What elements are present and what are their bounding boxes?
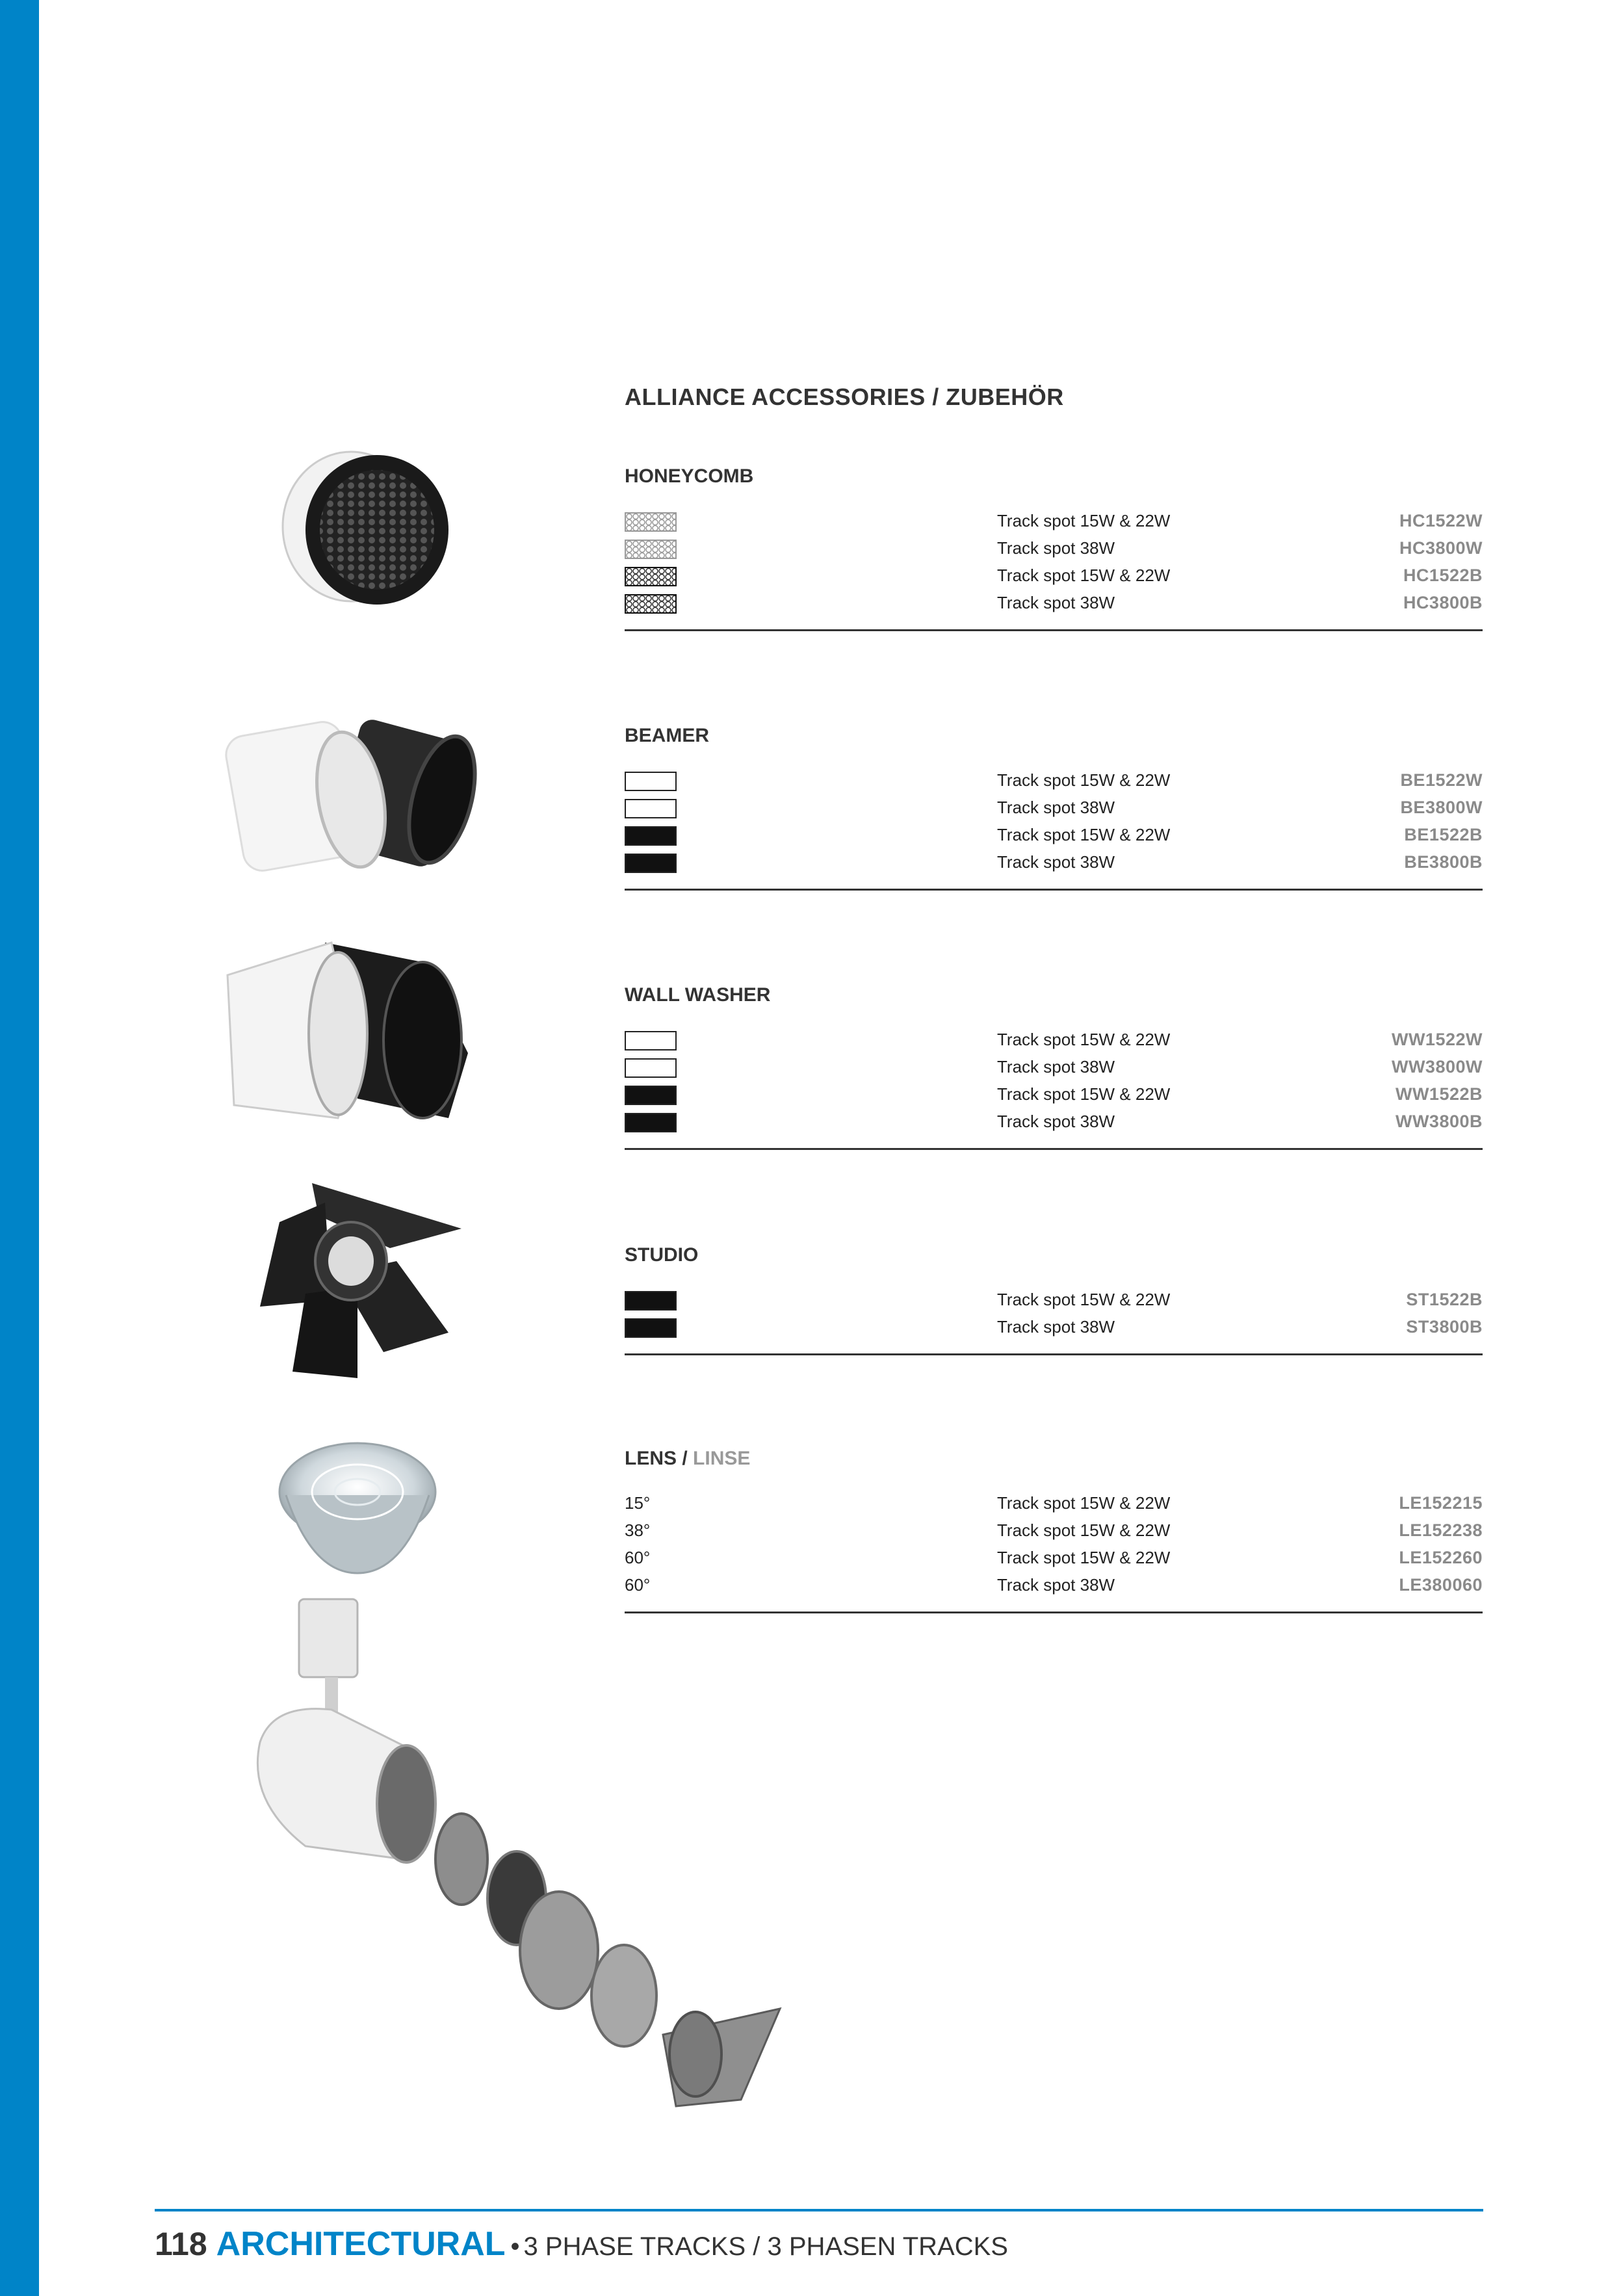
table-row <box>625 1027 1483 1054</box>
section-beamer <box>625 725 1483 891</box>
table-row <box>625 850 1483 877</box>
table-row <box>625 563 1483 590</box>
page-title: ALLIANCE ACCESSORIES / ZUBEHÖR <box>625 384 1064 410</box>
table-row <box>625 768 1483 795</box>
product-code: ST3800B <box>1406 1317 1483 1337</box>
row-description: Track spot 15W & 22W <box>997 1548 1171 1567</box>
table-row <box>625 590 1483 618</box>
product-code: WW3800W <box>1391 1057 1483 1076</box>
product-code: BE3800B <box>1404 852 1483 872</box>
row-description: Track spot 15W & 22W <box>997 511 1171 530</box>
row-description: Track spot 38W <box>997 1317 1115 1337</box>
table-row <box>625 1491 1483 1518</box>
lens-title: LENS <box>625 1448 677 1469</box>
honeycomb-black-swatch <box>625 594 677 614</box>
page-number: 118 <box>155 2226 207 2262</box>
product-code: HC3800W <box>1399 538 1483 558</box>
product-code: HC1522W <box>1399 511 1483 530</box>
table-row <box>625 1109 1483 1136</box>
row-description: Track spot 15W & 22W <box>997 566 1171 585</box>
table-row <box>625 822 1483 850</box>
footer-section-title: ARCHITECTURAL <box>216 2225 506 2263</box>
black-finish-swatch <box>625 1291 677 1311</box>
table-row <box>625 1545 1483 1572</box>
product-code: LE380060 <box>1399 1575 1483 1595</box>
beamer-product-image <box>221 702 494 884</box>
product-code: HC3800B <box>1403 593 1483 612</box>
product-code: WW3800B <box>1395 1112 1483 1131</box>
honeycomb-black-swatch <box>625 567 677 586</box>
table-row <box>625 1054 1483 1082</box>
section-divider <box>625 629 1483 631</box>
section-honeycomb <box>625 465 1483 631</box>
row-description: Track spot 15W & 22W <box>997 1030 1171 1049</box>
row-description: Track spot 15W & 22W <box>997 1493 1171 1513</box>
studio-barn-door-image <box>240 1177 468 1385</box>
product-code: LE152238 <box>1399 1520 1483 1540</box>
white-finish-swatch <box>625 1031 677 1050</box>
product-code: WW1522B <box>1395 1084 1483 1104</box>
product-code: ST1522B <box>1406 1290 1483 1309</box>
footer-bullet: • <box>510 2232 520 2261</box>
section-title: STUDIO <box>625 1244 699 1266</box>
product-code: WW1522W <box>1391 1030 1483 1049</box>
beam-angle: 60° <box>625 1548 651 1567</box>
table-row <box>625 795 1483 822</box>
table-row <box>625 1314 1483 1342</box>
section-studio <box>625 1244 1483 1355</box>
product-code: BE1522W <box>1400 770 1483 790</box>
row-description: Track spot 38W <box>997 1057 1115 1076</box>
footer-divider <box>155 2209 1483 2211</box>
lens-product-image <box>273 1430 442 1580</box>
row-description: Track spot 15W & 22W <box>997 770 1171 790</box>
table-row <box>625 1518 1483 1545</box>
black-finish-swatch <box>625 1318 677 1338</box>
section-title: BEAMER <box>625 725 710 746</box>
page-footer <box>155 2224 1008 2263</box>
beam-angle: 38° <box>625 1520 651 1540</box>
table-row <box>625 508 1483 536</box>
row-description: Track spot 38W <box>997 538 1115 558</box>
row-description: Track spot 38W <box>997 1575 1115 1595</box>
product-code: LE152215 <box>1399 1493 1483 1513</box>
section-title: WALL WASHER <box>625 984 771 1006</box>
product-code: LE152260 <box>1399 1548 1483 1567</box>
section-wall-washer <box>625 984 1483 1150</box>
row-description: Track spot 38W <box>997 798 1115 817</box>
table-row <box>625 1287 1483 1314</box>
honeycomb-product-image <box>273 436 455 611</box>
product-code: BE1522B <box>1404 825 1483 844</box>
black-finish-swatch <box>625 854 677 873</box>
section-title: HONEYCOMB <box>625 465 754 487</box>
black-finish-swatch <box>625 1086 677 1105</box>
wall-washer-product-image <box>208 923 481 1131</box>
table-row <box>625 1082 1483 1109</box>
row-description: Track spot 38W <box>997 1112 1115 1131</box>
row-description: Track spot 15W & 22W <box>997 1084 1171 1104</box>
section-title <box>625 1448 1483 1476</box>
table-row <box>625 536 1483 563</box>
row-description: Track spot 38W <box>997 593 1115 612</box>
footer-subsection: 3 PHASE TRACKS / 3 PHASEN TRACKS <box>523 2232 1008 2261</box>
black-finish-swatch <box>625 826 677 846</box>
section-divider <box>625 1353 1483 1355</box>
section-divider <box>625 1148 1483 1150</box>
side-accent-bar <box>0 0 39 2296</box>
row-description: Track spot 15W & 22W <box>997 1290 1171 1309</box>
row-description: Track spot 15W & 22W <box>997 1520 1171 1540</box>
title-separator: / <box>682 1448 688 1469</box>
white-finish-swatch <box>625 1058 677 1078</box>
black-finish-swatch <box>625 1113 677 1132</box>
beam-angle: 60° <box>625 1575 651 1595</box>
exploded-spotlight-assembly-image <box>247 1586 819 2126</box>
section-divider <box>625 889 1483 891</box>
row-description: Track spot 38W <box>997 852 1115 872</box>
beam-angle: 15° <box>625 1493 651 1513</box>
honeycomb-white-swatch <box>625 540 677 559</box>
white-finish-swatch <box>625 772 677 791</box>
product-code: BE3800W <box>1400 798 1483 817</box>
row-description: Track spot 15W & 22W <box>997 825 1171 844</box>
lens-title-translation: LINSE <box>693 1448 751 1469</box>
honeycomb-white-swatch <box>625 512 677 532</box>
white-finish-swatch <box>625 799 677 818</box>
product-code: HC1522B <box>1403 566 1483 585</box>
